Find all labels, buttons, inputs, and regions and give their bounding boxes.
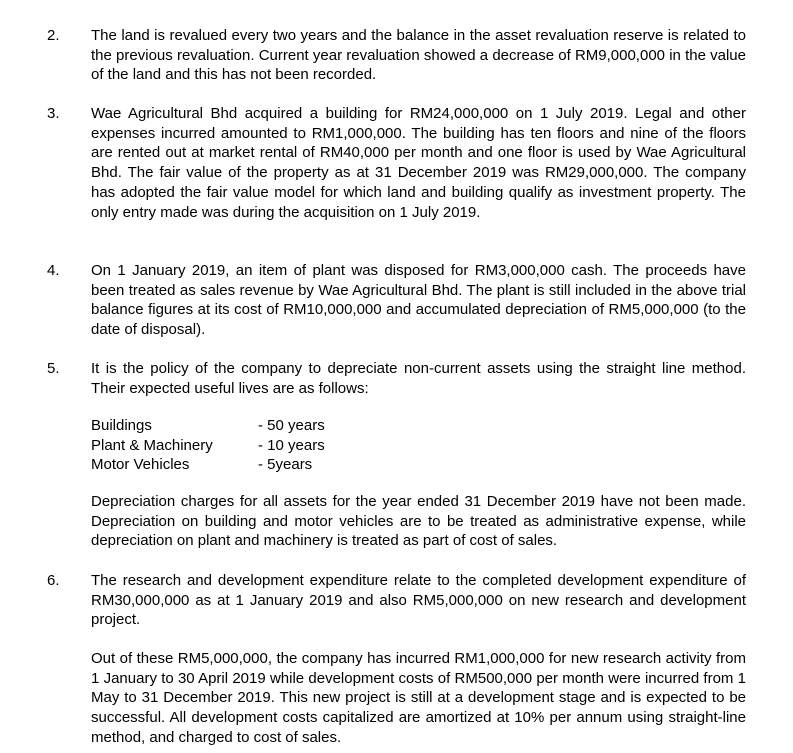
asset-name: Buildings (91, 417, 152, 434)
asset-name: Plant & Machinery (91, 436, 213, 454)
useful-life-row (91, 455, 378, 475)
note-paragraph: The research and development expenditure relate to the completed development expenditure of RM30,000,000 as at 1 January 2019 and also RM5,000,000 on new research and development project. (91, 572, 746, 629)
note-paragraph: Depreciation charges for all assets for the year ended 31 December 2019 have not been made. Depreciation on building and motor vehicles are to be treated as administrative expense, while depreciation on plant and machinery is treated as part of cost of sales. (91, 493, 746, 550)
note-paragraph: Wae Agricultural Bhd acquired a building for RM24,000,000 on 1 July 2019. Legal and other expenses incurred amounted to RM1,000,000. The building has ten floors and nine of the floors are rented out at market rental of RM40,000 per month and one floor is used by Wae Agricultural Bhd. The fair value of the property as at 31 December 2019 was RM29,000,000. The company has adopted the fair value model for which land and building qualify as investment property. The only entry made was during the acquisition on 1 July 2019. (91, 105, 746, 221)
note-number: 6. (47, 572, 60, 589)
note-paragraph: It is the policy of the company to depreciate non-current assets using the straight line method. Their expected useful lives are as follows: (91, 360, 746, 397)
note-number: 5. (47, 360, 60, 377)
useful-lives-list (91, 416, 378, 475)
useful-life-row (91, 416, 378, 436)
note-number: 2. (47, 27, 60, 44)
note-paragraph: Out of these RM5,000,000, the company has incurred RM1,000,000 for new research activity from 1 January to 30 April 2019 while development costs of RM500,000 per month were incurred from 1 May to 31 December 2019. This new project is still at a development stage and is expected to be successful. All development costs capitalized are amortized at 10% per annum using straight-line method, and charged to cost of sales. (91, 650, 746, 746)
asset-life: - 50 years (258, 417, 325, 434)
useful-life-row (91, 436, 378, 456)
asset-life: - 5years (258, 456, 313, 474)
note-paragraph: On 1 January 2019, an item of plant was disposed for RM3,000,000 cash. The proceeds have been treated as sales revenue by Wae Agricultural Bhd. The plant is still included in the above trial balance figures at its cost of RM10,000,000 and accumulated depreciation of RM5,000,000 (to the date of disposal). (91, 262, 746, 339)
note-number: 4. (47, 262, 60, 279)
note-number: 3. (47, 105, 60, 122)
asset-name: Motor Vehicles (91, 456, 190, 474)
asset-life: - 10 years (258, 436, 325, 454)
note-paragraph: The land is revalued every two years and the balance in the asset revaluation reserve is related to the previous revaluation. Current year revaluation showed a decrease of RM9,000,000 in the value of the land and this has not been recorded. (91, 27, 746, 84)
